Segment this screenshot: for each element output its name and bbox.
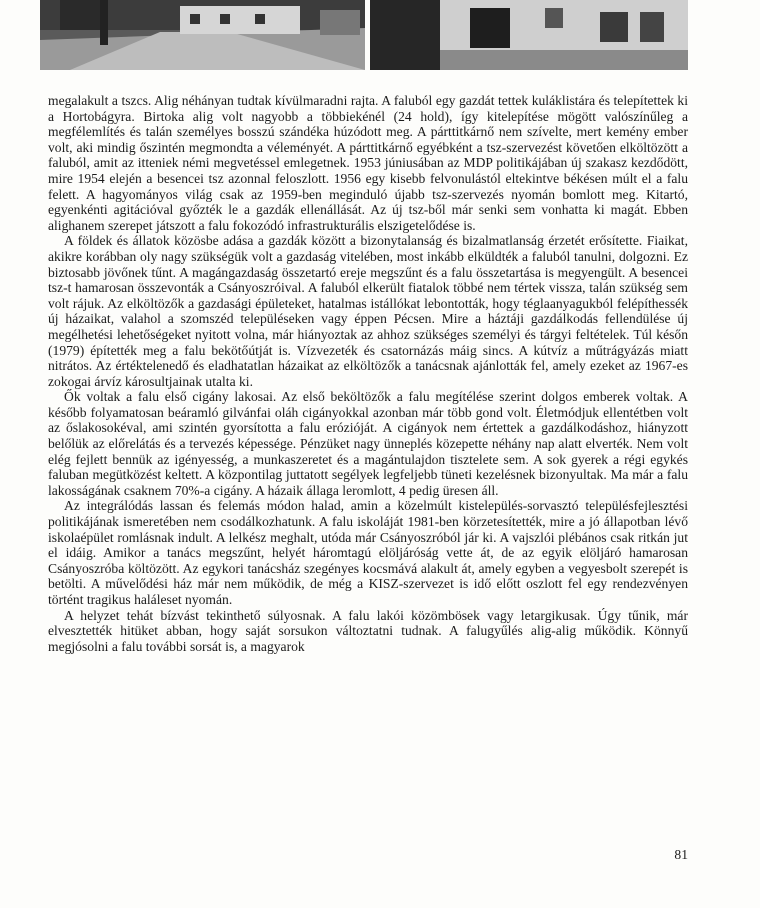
paragraph-4: Az integrálódás lassan és felemás módon halad, amin a közelmúlt kistelepülés-sorvasztó településfejlesztési politikájának ismeretében nem csodálkozhatunk. A falu iskoláját 1981-ben körzetesítették, mire a jó állapotban lévő iskolaépület romlásnak indult. A lelkész meghalt, utóda már Csányoszróból jár ki. A vajszlói plébános csak ritkán jut el idáig. Amikor a tanács megszűnt, helyét háromtagú elöljáróság vette át, de az egyik elöljáró hamarosan Csányoszróba költözött. Az egykori tanácsház szegényes kocsmává alakult át, amely egyben a vegyesbolt szerepét is betölti. A művelődési ház már nem működik, de még a KISZ-szervezet is idő előtt oszlott fel egy rendezvényen történt tragikus haláleset nyomán. [48,498,688,607]
page-number: 81 [674,847,688,862]
paragraph-3: Ők voltak a falu első cigány lakosai. Az első beköltözők a falu megítélése szerint dolgos emberek voltak. A később folyamatosan beáramló gilvánfai oláh cigányokkal azonban már több gond volt. Életmódjuk ellentétben volt az őslakosokéval, ami szintén gyorsította a falu erózióját. A cigányok nem értettek a gazdálkodáshoz, hiányzott belőlük az előrelátás és a tervezés képessége. Pénzüket nagy ünneplés közepette néhány nap alatt elverték. Nem volt elég fejlett bennük az igényesség, a munkaszeretet és a magántulajdon tisztelete sem. A sok gyerek a régi egykés faluban megütközést keltett. A központilag juttatott segélyek legfeljebb tüneti kezelésnek bizonyultak. Ma már a falu lakosságának csaknem 70%-a cigány. A házaik állaga leromlott, 4 pedig üresen áll. [48,389,688,498]
paragraph-2: A földek és állatok közösbe adása a gazdák között a bizonytalanság és bizalmatlanság érzetét erősítette. Fiaikat, akikre korábban oly nagy szükségük volt a gazdaság vitelében, most inkább elküldték a faluból tanulni, dolgozni. Ez biztosabb jövőnek tűnt. A magángazdaság összetartó ereje megszűnt és a falu összetartása is megyengült. A besencei tsz-t hamarosan összevonták a Csányoszróival. A faluból elkerült fiatalok többé nem tértek vissza, talán szükség sem volt rájuk. Az elköltözők a gazdasági épületeket, hatalmas istállókat lebontották, hogy téglaanyagukból felépíthessék új házaikat, valahol a szomszéd településeken vagy éppen Pécsen. Mire a háztáji gazdálkodás fellendülése új megélhetési lehetőségeket nyitott volna, már hiányoztak az ahhoz szükséges személyi és tárgyi feltételek. Túl későn (1979) építették meg a falu bekötőútját is. Vízvezeték és csatornázás máig sincs. A kútvíz a műtrágyázás miatt nitrátos. Az értéktelenedő és eladhatatlan házaikat az elköltözők a tanácsnak ajánlották fel, amely ezeket az 1967-es zokogai árvíz károsultjainak utalta ki. [48,233,688,389]
farmhouse-photo [370,0,688,70]
village-street-photo [40,0,365,70]
paragraph-1: megalakult a tszcs. Alig néhányan tudtak kívülmaradni rajta. A faluból egy gazdát tettek kuláklistára és telepítettek ki a Hortobágyra. Birtoka alig volt nagyobb a többiekénél (24 hold), így kitelepítése mögött valószínűleg a megfélemlítés és talán személyes bosszú szándéka húzódott meg. A párttitkárnő nem szívelte, mert kemény ember volt, aki mindig őszintén megmondta a véleményét. A párttitkárnő egyébként a tsz-szervezést követően elköltözött a faluból, amit az itteniek némi megvetéssel emlegetnek. 1953 júniusában az MDP politikájában új szakasz kezdődött, mire 1954 elején a besencei tsz azonnal feloszlott. 1956 egy kisebb felvonulástól eltekintve békésen múlt el a falu felett. A hagyományos világ csak az 1959-ben meginduló újabb tsz-szervezés nyomán bomlott meg. Kitartó, egyenkénti agitációval győzték le a gazdák ellenállását. Az új tsz-ből már senki sem vonhatta ki magát. Ebben alighanem szerepet játszott a falu fokozódó infrastrukturális elszigetelődése is. [48,93,688,233]
photo-strip [40,0,688,70]
article-body [48,93,688,654]
paragraph-5: A helyzet tehát bízvást tekinthető súlyosnak. A falu lakói közömbösek vagy letargikusak. Úgy tűnik, már elvesztették hitüket abban, hogy saját sorsukon változtatni tudnak. A falugyűlés alig-alig működik. Könnyű megjósolni a falu további sorsát is, a magyarok [48,607,688,654]
